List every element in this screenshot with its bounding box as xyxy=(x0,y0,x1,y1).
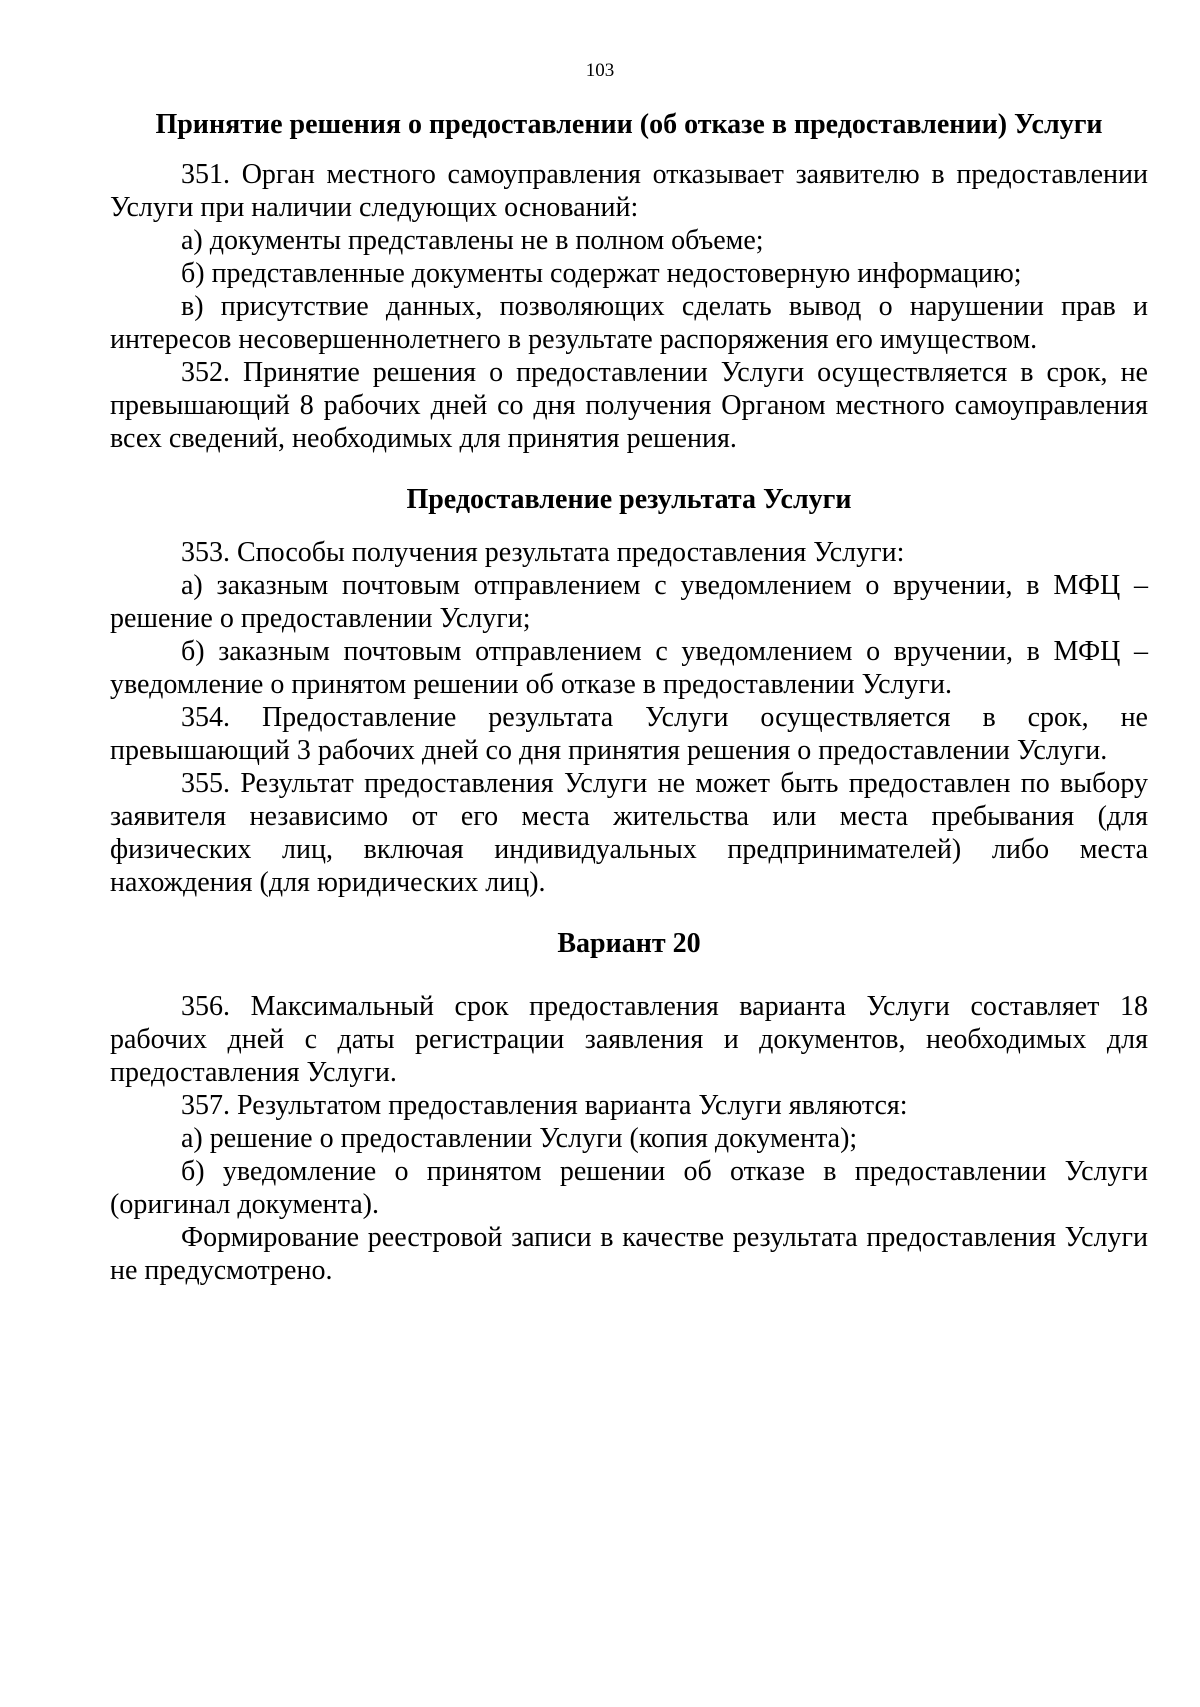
paragraph-354: 354. Предоставление результата Услуги осуществляется в срок, не превышающий 3 рабочих дней со дня принятия решения о предоставлении Услуги. xyxy=(110,702,1148,766)
paragraph-353: 353. Способы получения результата предоставления Услуги: xyxy=(181,537,905,568)
list-item-c-rights-violation: в) присутствие данных, позволяющих сделать вывод о нарушении прав и интересов несовершеннолетнего в результате распоряжения его имуществом. xyxy=(110,291,1148,355)
list-item-b-refusal-by-mail: б) заказным почтовым отправлением с уведомлением о вручении, в МФЦ – уведомление о принятом решении об отказе в предоставлении Услуги. xyxy=(110,636,1148,700)
list-item-a-decision-copy: а) решение о предоставлении Услуги (копия документа); xyxy=(181,1123,858,1154)
list-item-a-decision-by-mail: а) заказным почтовым отправлением с уведомлением о вручении, в МФЦ – решение о предоставлении Услуги; xyxy=(110,570,1148,634)
paragraph-355: 355. Результат предоставления Услуги не может быть предоставлен по выбору заявителя независимо от его места жительства или места пребывания (для физических лиц, включая индивидуальных предпринимателей) либо места нахождения (для юридических лиц). xyxy=(110,768,1148,898)
paragraph-352: 352. Принятие решения о предоставлении Услуги осуществляется в срок, не превышающий 8 рабочих дней со дня получения Органом местного самоуправления всех сведений, необходимых для принятия решения. xyxy=(110,357,1148,454)
page-number: 103 xyxy=(585,60,615,81)
list-item-a-incomplete-documents: а) документы представлены не в полном объеме; xyxy=(181,225,764,256)
paragraph-356: 356. Максимальный срок предоставления варианта Услуги составляет 18 рабочих дней с даты регистрации заявления и документов, необходимых для предоставления Услуги. xyxy=(110,991,1148,1088)
section-heading-variant: Вариант 20 xyxy=(557,928,701,959)
section-heading-result: Предоставление результата Услуги xyxy=(406,484,852,515)
paragraph-registry-record: Формирование реестровой записи в качестве результата предоставления Услуги не предусмотрено. xyxy=(110,1222,1148,1286)
list-item-b-refusal-original: б) уведомление о принятом решении об отказе в предоставлении Услуги (оригинал документа). xyxy=(110,1156,1148,1220)
section-heading-decision: Принятие решения о предоставлении (об отказе в предоставлении) Услуги xyxy=(155,109,1103,140)
paragraph-357: 357. Результатом предоставления варианта Услуги являются: xyxy=(181,1090,908,1121)
list-item-b-false-information: б) представленные документы содержат недостоверную информацию; xyxy=(181,258,1022,289)
document-body xyxy=(110,108,1148,1287)
paragraph-351: 351. Орган местного самоуправления отказывает заявителю в предоставлении Услуги при наличии следующих оснований: xyxy=(110,159,1148,223)
